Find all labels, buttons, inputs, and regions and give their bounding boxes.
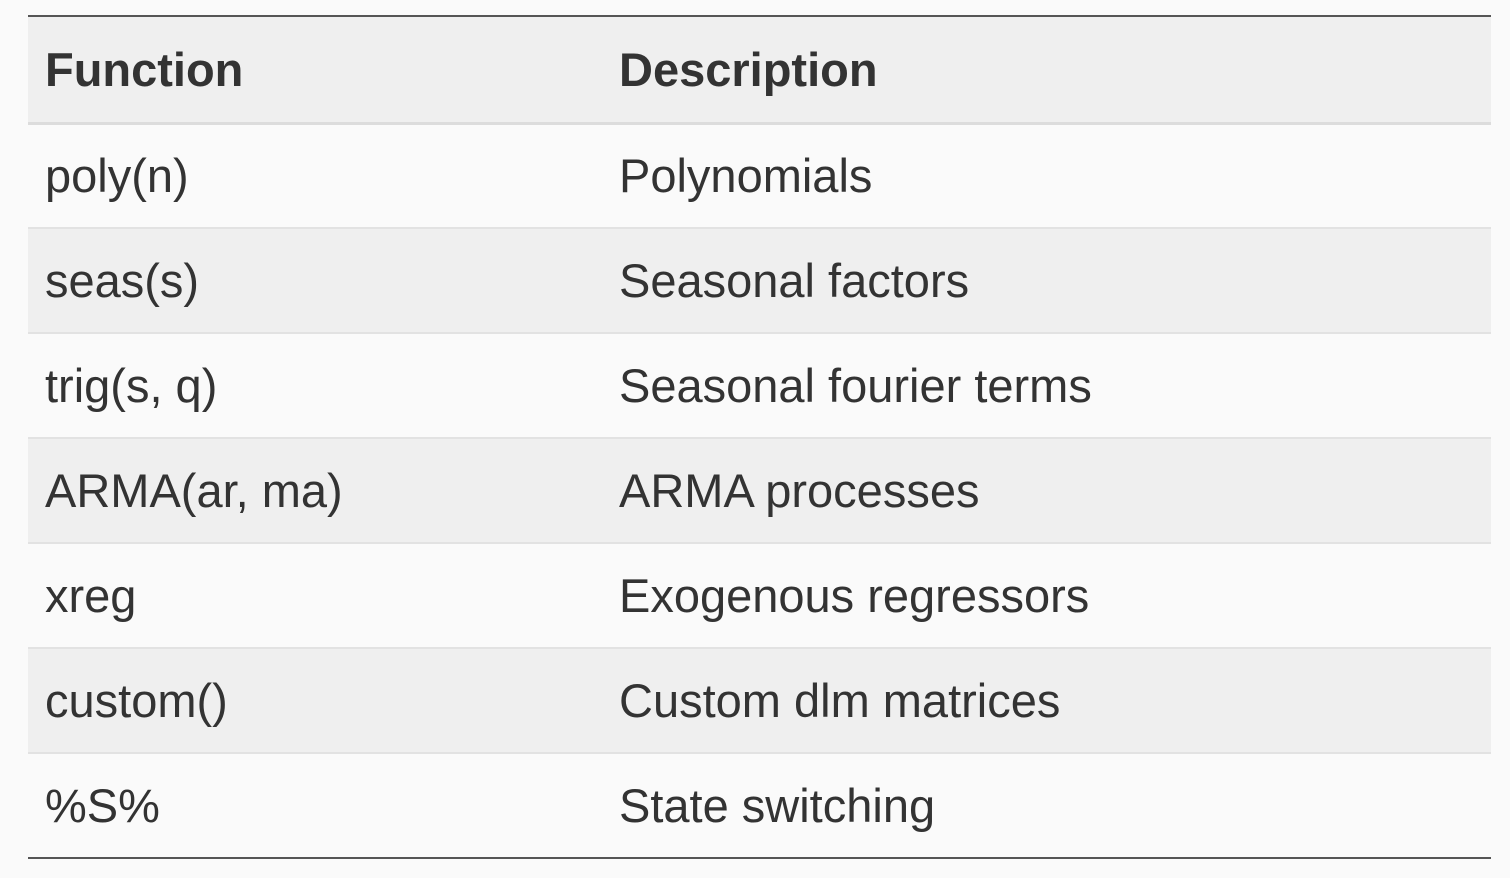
cell-function: seas(s) bbox=[45, 254, 200, 307]
cell-description: Seasonal factors bbox=[619, 254, 970, 307]
cell-description: ARMA processes bbox=[619, 464, 980, 517]
cell-function: ARMA(ar, ma) bbox=[45, 464, 343, 517]
table-row bbox=[28, 543, 1491, 648]
table-row bbox=[28, 228, 1491, 333]
cell-function: xreg bbox=[45, 569, 137, 622]
cell-function: custom() bbox=[45, 674, 228, 727]
cell-function: %S% bbox=[45, 779, 160, 832]
table-row bbox=[28, 438, 1491, 543]
cell-description: Seasonal fourier terms bbox=[619, 359, 1092, 412]
cell-function: trig(s, q) bbox=[45, 359, 218, 412]
table-row bbox=[28, 123, 1491, 228]
table-header-row bbox=[28, 16, 1491, 123]
table-row bbox=[28, 753, 1491, 858]
function-table bbox=[28, 15, 1491, 859]
cell-description: State switching bbox=[619, 779, 936, 832]
table-row bbox=[28, 648, 1491, 753]
cell-description: Custom dlm matrices bbox=[619, 674, 1061, 727]
header-function: Function bbox=[45, 42, 244, 96]
cell-function: poly(n) bbox=[45, 149, 189, 203]
table-row bbox=[28, 333, 1491, 438]
header-description: Description bbox=[619, 42, 878, 96]
function-table-container bbox=[28, 15, 1491, 859]
cell-description: Exogenous regressors bbox=[619, 569, 1090, 622]
cell-description: Polynomials bbox=[619, 149, 873, 203]
